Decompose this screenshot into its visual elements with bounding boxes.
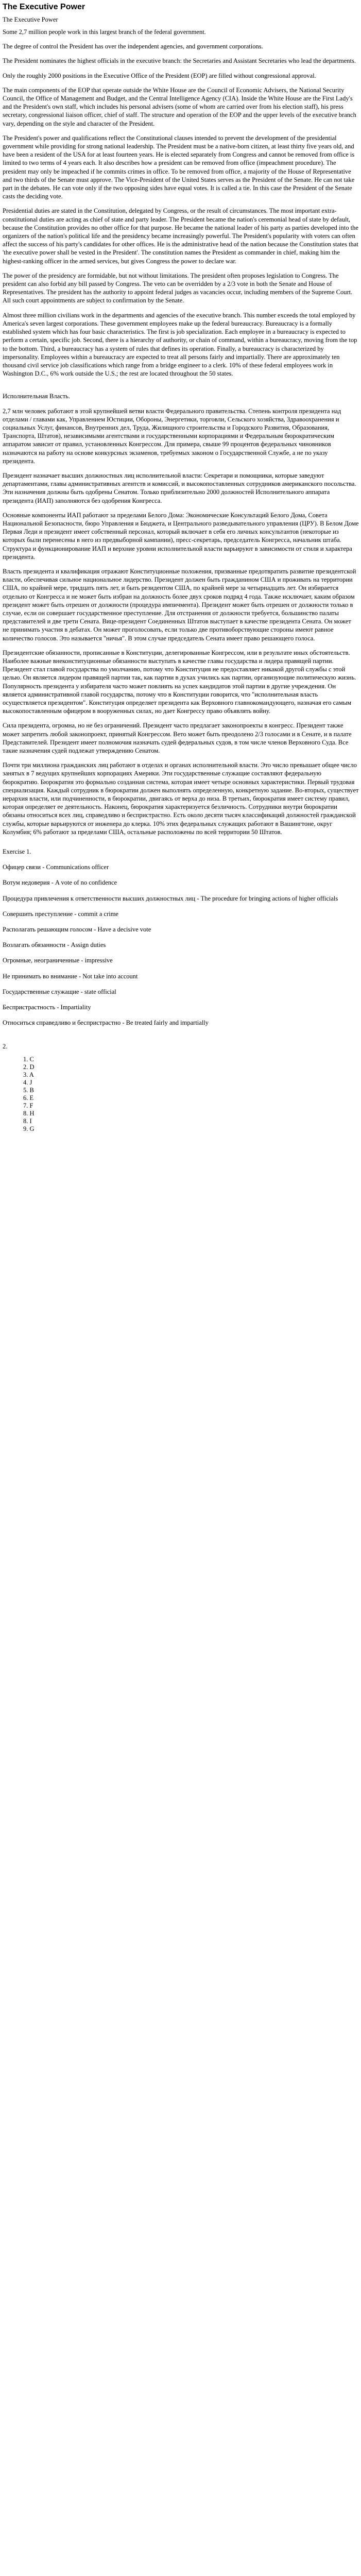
answer-item: 8. I <box>23 1117 32 1125</box>
document <box>0 0 361 1148</box>
vocab-item: Вотум недоверия - A vote of no confidence <box>3 879 117 887</box>
english-paragraph: The degree of control the President has over the independent agencies, and government corporations. <box>3 43 263 50</box>
subtitle: The Executive Power <box>3 16 58 23</box>
english-paragraph: Some 2,7 million people work in this largest branch of the federal government. <box>3 28 206 36</box>
russian-paragraph: Президентские обязанности, прописанные в Конституции, делегированные Конгрессом, или в результате иных обстоятельств. Наиболее важные внеконституционные обязанности выступать в качестве главы государства и лидера правящей партии. Президент стал главой государства по умолчанию, потому что Конституция не предоставляет никакой другой службы с этой целью. Он является лидером правящей партии так, как партии в духах учились как партии, организующие политическую жизнь. Популярность президента у избирателя часто может повлиять на успех кандидатов этой партии в другие учреждения. Он является административной главой государства, потому что в Конституции говорится, что "исполнительная власть осуществляется президентом". Конституция определяет президента как Верховного главнокомандующего, назначая его самым высокопоставленным офицером в вооруженных силах, но дает Конгрессу право объявлять войну. <box>3 649 356 715</box>
vocab-item: Беспристрастность - Impartiality <box>3 1004 91 1011</box>
answer-item: 8. H <box>23 1109 35 1117</box>
vocab-item: Огромные, неограниченные - impressive <box>3 957 113 964</box>
russian-paragraph: Власть президента и квалификация отражают Конституционные положения, призванные предотвратить развитие президентской власти, обеспечивая сильное национальное лидерство. Президент должен быть гражданином США и проживать на территории США, по крайней мере, тридцать пять лет, и быть резидентом США, по крайней мере за четырнадцать лет. Он избирается отдельно от Конгресса и не может быть избран на должность более двух сроков подряд 4 года. Также исключает, каким образом президент может быть отрешен от должности (процедура импичмента). Президент может быть отрешен от должности только в случае, если он совершает государственное преступление. Для отстранения от должности требуется, большинство палаты представителей и две трети Сената. Вице-президент Соединенных Штатов выступает в качестве президента Сената. Он может не принимать участия в дебатах. Он может проголосовать, если только две противоборствующие стороны имеют равное количество голосов. Это называется "ничья". В этом случае председатель Сената имеет право решающего голоса. <box>3 567 356 642</box>
english-section <box>3 28 359 378</box>
answer-item: 4. J <box>23 1078 32 1086</box>
russian-paragraph: 2,7 млн человек работают в этой крупнейшей ветви власти Федерального правительства. Степень контроля президента над отделами / главами как, Управлением Юстиции, Обороны, Энергетики, торговли, Сельского хозяйства, Здравоохранения и социальных Услуг, финансов, Внутренних дел, Труда, Жилищного строительства и Городского Развития, Образования, Транспорта, Штатов), независимыми агентствами и государственными корпорациями и Федеральным бюрократическим аппаратом зависит от правил, установленных Конгрессом. Для примера, свыше 99 процентов федеральных чиновников назначаются на работу на основе конкурсных экзаменов, требуемых законом о Государственной Службе, а не по указу президента. <box>3 407 341 465</box>
answer-item: 1. C <box>23 1055 34 1063</box>
vocab-item: Располагать решающим голосом - Have a decisive vote <box>3 926 151 934</box>
page-title: The Executive Power <box>3 3 85 11</box>
vocab-item: Совершить преступление - commit a crime <box>3 910 118 918</box>
vocab-item: Офицер связи - Communications officer <box>3 863 109 871</box>
answer-item: 3. A <box>23 1071 34 1078</box>
english-paragraph: The main components of the EOP that operate outside the White House are the Council of Economic Advisers, the National Security Council, the Office of Management and Budget, and the Central Intelligence Agency (CIA). Inside the White House are the First Lady's and the President's own staff, which includes his personal advisers (some of whom are carried over from his election staff), his press secretary, congressional liaison officer, chief of staff. The structure and operation of the EOP and the upper levels of the executive branch vary, depending on the style and character of the President. <box>3 86 356 127</box>
vocab-item: Процедура привлечения к ответственности высших должностных лиц - The procedure for bringing actions of higher officials <box>3 894 338 902</box>
english-paragraph: The power of the presidency are formidable, but not without limitations. The president often proposes legislation to Congress. The president can also forbid any bill passed by Congress. The veto can be overridden by a 2/3 vote in both the Senate and House of Representatives. The president has the authority to appoint federal judges as vacancies occur, including members of the Supreme Court. All such court appointments are subject to confirmation by the Senate. <box>3 272 353 304</box>
russian-heading: Исполнительная Власть. <box>3 393 70 400</box>
exercise-2-label: 2. <box>3 1042 8 1050</box>
english-paragraph: Presidential duties are stated in the Constitution, delegated by Congress, or the result of circumstances. The most important extra-constitutional duties are acting as chief of state and party leader. The President became the nation's ceremonial head of state by default, because the Constitution provides no other office for that purpose. He became the national leader of his party as parties developed into the organizers of the nation's political life and the presidency became increasingly powerful. The President's popularity with voters can often affect the success of his party's candidates for other offices. He is the administrative head of the nation because the Constitution states that 'the executive power shall be vested in the President'. The constitution names the President as commander in chief, making him the highest-ranking officer in the armed services, but gives Congress the power to declare war. <box>3 207 358 265</box>
answer-list <box>3 1056 359 1133</box>
vocab-item: Возлагать обязанности - Assign duties <box>3 941 106 949</box>
russian-paragraph: Сила президента, огромна, но не без ограничений. Президент часто предлагает законопроекты в конгресс. Президент также может запретить любой законопроект, принятый Конгрессом. Вето может быть преодолено 2/3 голосами и в Сенате, и в палате Представителей. Президент имеет полномочия назначать судей федеральных судов, в том числе членов Верховного Суда. Все такие назначения судей подлежат утверждению Сенатом. <box>3 722 352 755</box>
english-paragraph: Only the roughly 2000 positions in the Executive Office of the President (EOP) are filled without congressional approval. <box>3 72 316 79</box>
russian-paragraph: Основные компоненты ИАП работают за пределами Белого Дома: Экономические Консультаций Белого Дома, Совета Национальной Безопасности, бюро Управления и Бюджета, и Центрального разведывательного управления (ЦРУ). В Белом Доме Первая Леди и президент имеет собственный персонал, который включает в себя его личных консультантов (некоторые из которых были перенесены в него из предвыборной кампании), пресс-секретарь, председатель Конгресса, начальник штаба. Структура и функционирование ИАП и верхние уровни исполнительной власти варьируют в зависимости от стиля и характера президента. <box>3 511 359 561</box>
vocab-item: Не принимать во внимание - Not take into account <box>3 972 138 980</box>
answer-item: 2. D <box>23 1063 35 1071</box>
russian-paragraph: Президент назначает высших должностных лиц исполнительной власти: Секретари и помощники, которые заведуют департаментами, главы административных агентств и комиссий, и высокопоставленных сотрудников американского посольства. Эти назначения должны быть одобрены Сенатом. Только приблизительно 2000 должностей Исполнительного аппарата президента (ИАП) заполняются без одобрения Конгресса. <box>3 471 356 504</box>
english-paragraph: The President nominates the highest officials in the executive branch: the Secretaries and Assistant Secretaries who lead the departments. <box>3 57 356 65</box>
russian-section <box>3 392 359 836</box>
russian-paragraph: Почти три миллиона гражданских лиц работают в отделах и органах исполнительной власти. Это число превышает общее число занятых в 7 ведущих крупнейших корпорациях Америки. Эти государственные служащие составляют федеральную бюрократию. Бюрократия это формально созданная система, которая имеет четыре основных характеристики. Первый трудовая специализация. Каждый сотрудник в бюрократии должен выполнять определенную, конкретную задание. Во-вторых, существует иерархия власти, или подчиненности, в бюрократии, двигаясь от верха до низа. В третьих, бюрократия имеет систему правил, которая определяет ее деятельность. Наконец, бюрократия характеризуется безличность. Сотрудники внутри бюрократии обязаны относиться всех лиц, справедливо и беспристрастно. Есть около десяти тысяч классификаций должностей гражданской службы, которые варьируются от инженера до клерка. 10% этих федеральных служащих работают в Вашингтоне, округ Колумбия; 6% работают за пределами США, остальные расположены по всей территории 50 Штатов. <box>3 761 359 836</box>
answer-item: 5. B <box>23 1086 34 1094</box>
answer-item: 9. G <box>23 1125 35 1132</box>
answer-item: 6. E <box>23 1094 34 1101</box>
vocab-item: Относиться справедливо и беспристрастно - Be treated fairly and impartially <box>3 1019 209 1027</box>
exercise-1 <box>3 848 359 1027</box>
answer-item: 7. F <box>23 1101 33 1109</box>
vocab-item: Государственные служащие - state official <box>3 988 116 995</box>
exercise-heading: Exercise 1. <box>3 848 31 856</box>
english-paragraph: Almost three million civilians work in the departments and agencies of the executive branch. This number exceeds the total employed by America's seven largest corporations. These government employees make up the federal bureaucracy. Bureaucracy is a formally established system which has four basic characteristics. The first is job specialization. Each employee in a bureaucracy is expected to perform a certain, specific job. Second, there is a hierarchy of authority, or chain of command, within a bureaucracy, moving from the top to the bottom. Third, a bureaucracy has a system of rules that defines its operation. Finally, a bureaucracy is characterized by impersonality. Employees within a bureaucracy are expected to treat all persons fairly and impartially. There are approximately ten thousand civil service job classifications which range from a bridge engineer to a clerk. 10% of these federal employees work in Washington D.C., 6% work outside the U.S.; the rest are located throughout the 50 states. <box>3 311 357 378</box>
english-paragraph: The President's power and qualifications reflect the Constitutional clauses intended to prevent the development of the presidential government while providing for strong national leadership. The President must be a native-born citizen, at least thirty five years old, and have been a resident of the USA for at least fourteen years. He is elected separately from Congress and cannot be removed from office is limited to two terms of 4 years each. It also describes how a president can be removed from office (impeachment procedure). The president may only be impeached if he commits crimes in office. To be removed from office, a majority of the House of Representative and two thirds of the Senate must approve. The Vice-President of the United States serves as the President of the Senate. He can not take part in the debates. He can vote only if the two opposing sides have equal votes. It is called a tie. In this case the President of the Senate casts the deciding vote. <box>3 134 355 200</box>
